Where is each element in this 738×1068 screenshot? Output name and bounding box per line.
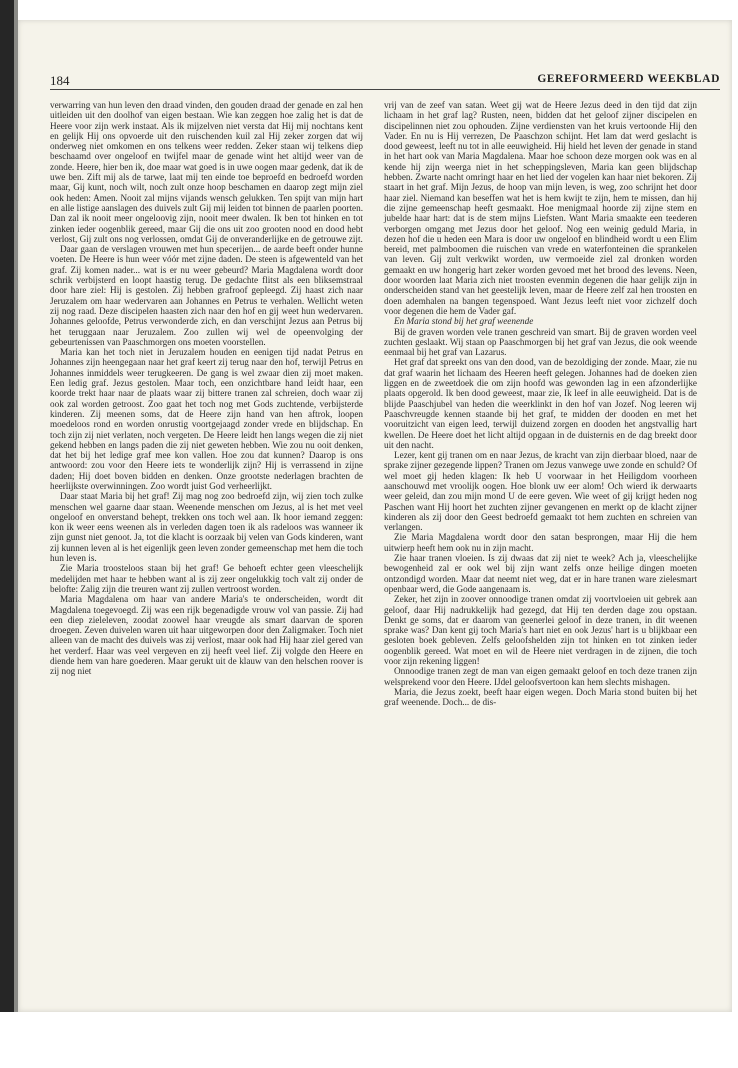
paragraph: Daar staat Maria bij het graf! Zij mag nog zoo bedroefd zijn, wij zien toch zulke menschen wel gaarne daar staan. Weenende menschen om Jezus, al is het met veel ongeloof en onverstand behept, trekken ons toch wel aan. Ik hoor iemand zeggen: kon ik weer eens weenen als in verleden dagen toen ik als radeloos was wanneer ik zijn gunst niet genoot. Ja, tot die klacht is oorzaak bij velen van Gods kinderen, want zij kunnen leven al is het eigenlijk geen leven zonder gemeenschap met hem die toch hun leven is.	[50, 491, 363, 564]
scan-border-bottom	[0, 1012, 738, 1068]
paragraph: Maria, die Jezus zoekt, beeft haar eigen wegen. Doch Maria stond buiten bij het graf weenende. Doch... de dis-	[384, 686, 697, 708]
paragraph: Zie Maria Magdalena wordt door den satan besprongen, maar Hij die hem uitwierp heeft hem ook nu in zijn macht.	[384, 532, 697, 553]
text-column-left	[50, 100, 363, 677]
paragraph: Bij de graven worden vele tranen geschreid van smart. Bij de graven worden veel zuchten geslaakt. Wij staan op Paaschmorgen bij het graf van Jezus, die ook weende eenmaal bij het graf van Lazarus.	[384, 326, 697, 358]
section-subheading: En Maria stond bij het graf weenende	[394, 316, 534, 327]
running-head: GEREFORMEERD WEEKBLAD	[537, 73, 720, 85]
page-number: 184	[50, 73, 70, 88]
paragraph: Lezer, kent gij tranen om en naar Jezus, de kracht van zijn dierbaar bloed, naar de sprake zijner gezegende lippen? Tranen om Jezus vanwege uwe zonde en schuld? Of wel moet gij heden klagen: Ik heb U voorwaar in het Heiligdom voorheen aanschouwd met vroolijk oogen. Hoe blonk uw eer alom! Och wierd ik derwaarts weer geleid, dan zou mijn mond U de eere geven. Wie weet of gij krijgt heden nog Paschen want Hij hoort het zuchten zijner gevangenen en merkt op de klacht zijner kinderen als zij door den Geest bedroefd gemaakt tot hem zuchten en schreien van verlangen.	[384, 450, 697, 533]
paragraph: Maria kan het toch niet in Jeruzalem houden en eenigen tijd nadat Petrus en Johannes zijn heengegaan naar het graf keert zij terug naar den hof, terwijl Petrus en Johannes inmiddels weer terugkeeren. De gang is wel zwaar dien zij moet maken. Een ledig graf. Jezus gestolen. Maar toch, een onzichtbare hand leidt haar, een koorde trekt haar naar de plaats waar zij bittere tranen zal schreien, doch waar zij ook zal worden getroost. Zoo gaat het toch nog met Gods zuchtende, verbijsterde kinderen. Zij meenen soms, dat de Heere zijn hand van hen aftrok, loopen moedeloos rond en worden onrustig voortgejaagd zonder vrede en blijdschap. En toch zijn zij niet verlaten, noch vergeten. De Heere leidt hen langs wegen die zij niet gekend hebben en langs paden die zij niet geweten hebben. Wie zou nu ooit denken, dat het bij het ledige graf mee kon vallen. Hoe zou dat kunnen? Daarop is ons antwoord: zou voor den Heere iets te wonderlijk zijn? Hij is verrassend in zijne daden; Hij doet boven bidden en denken. Onze grootste nederlagen brachten de heerlijkste overwinningen. Zoo wordt juist God verheerlijkt.	[50, 347, 363, 491]
text-column-right	[384, 100, 697, 708]
scan-border-left	[0, 0, 14, 1068]
paragraph: vrij van de zeef van satan. Weet gij wat de Heere Jezus deed in den tijd dat zijn lichaam in het graf lag? Rusten, neen, bidden dat het geloof zijner discipelen en discipelinnen niet zou ophouden. Zijne verdiensten van het kruis vertoonde Hij den Vader. En nu is Hij verrezen, De Paaschzon schijnt. Het lam dat werd geslacht is dood geweest, leeft nu tot in alle eeuwigheid. Hij hield het leven der genade in stand in het hart ook van Maria Magdalena. Maar hoe schoon deze morgen ook was en al kende hij zijn weerga niet in het scheppingsleven, Maria kan geen blijdschap hebben. Zwarte nacht omringt haar en het lied der vogelen kan haar niet bekoren. Zij staart in het graf. Mijn Jezus, de hoop van mijn leven, is weg, zoo schrijnt het door haar ziel. Niemand kan beseffen wat het is hem kwijt te zijn, hem te missen, dan hij die zijne gemeenschap heeft gesmaakt. Hoe menigmaal hoorde zij zijne stem en jubelde haar hart: dat is de stem mijns Liefsten. Want Maria smaakte een teederen verborgen omgang met Jezus door het geloof. Nog een weinig geduld Maria, in dezen hof die u heden een Mara is door uw ongeloof en blindheid wordt u een Elim bereid, met palmboomen die ruischen van vrede en waterfonteinen die sprankelen van leven. Gij zult verkwikt worden, uw vermoeide ziel zal dronken worden gemaakt en uw hongerig hart zeker worden gevoed met het brood des levens. Neen, door woorden laat Maria zich niet troosten evenmin degenen die haar gelijk zijn in onderscheiden stand van het geestelijk leven, maar de Heere zelf zal hen troosten en doen ademhalen na bangen tegenspoed. Want Jezus leeft niet voor zichzelf doch voor degenen die hem de Vader gaf.	[384, 100, 697, 316]
header-rule	[50, 89, 720, 90]
paragraph: Onnoodige tranen zegt de man van eigen gemaakt geloof en toch deze tranen zijn welsprekend voor den Heere. IJdel geloofsvertoon kan hem slechts mishagen.	[384, 666, 697, 687]
paragraph: Zie haar tranen vloeien. Is zij dwaas dat zij niet te week? Ach ja, vleeschelijke bewogenheid zal er ook wel bij zijn want zelfs onze heilige dingen moeten ontzondigd worden. Maar dat neemt niet weg, dat er in hare tranen ware zielesmart openbaar werd, die Gode aangenaam is.	[384, 553, 697, 594]
paragraph: Daar gaan de verslagen vrouwen met hun specerijen... de aarde beeft onder hunne voeten. De Heere is hun weer vóór met zijne daden. De steen is afgewenteld van het graf. Zij komen nader... wat is er nu weer gebeurd? Maria Magdalena wordt door schrik verbijsterd en loopt haastig terug. De gedachte flitst als een bliksemstraal door hare ziel: Hij is gestolen. Zij hebben grafroof gepleegd. Zij haast zich naar Jeruzalem om haar wedervaren aan Johannes en Petrus te verhalen. Wellicht weten zij nog raad. Deze discipelen haasten zich naar den hof en gij weet hun wedervaren. Johannes geloofde, Petrus verwonderde zich, en dan verschijnt Jezus aan Petrus bij het teruggaan naar Jeruzalem. Zoo zullen wij wel de opeenvolging der gebeurtenissen van Paaschmorgen ons moeten voorstellen.	[50, 244, 363, 347]
paragraph: verwarring van hun leven den draad vinden, den gouden draad der genade en zal hen uitleiden uit den doolhof van eigen bestaan. Wie kan zeggen hoe zalig het is dat de Heere voor zijn werk instaat. Als ik mijzelven niet versta dat Hij mij nochtans kent en gelijk Hij ons opvoerde uit den ruischenden kuil zal Hij zeker zorgen dat wij onderweg niet omkomen en ons telkens weer redden. Zeker staan wij telkens diep beschaamd over ongeloof en twijfel maar de genade wint het altijd weer van de zonde. Heere, hier ben ik, doe maar wat goed is in uwe oogen maar gedenk, dat ik de uwe ben. Zift mij als de tarwe, laat mij ten einde toe beproefd en bedroefd worden maar, Gij kunt, noch wilt, noch zult onze hoop beschamen en daarop zegt mijn ziel ook heden: Amen. Nooit zal mijns vijands wensch gelukken. Ten spijt van mijn hart en alle listige aanslagen des duivels zult Gij mij leiden tot binnen de paarlen poorten. Dan zal ik nooit meer ongeloovig zijn, nooit meer dwalen. Ik ben tot hinken en tot zinken ieder oogenblik gereed, maar Gij die ons uit zoo grooten nood en dood hebt verlost, Gij zult ons nog verlossen, omdat Gij de onveranderlijke en de getrouwe zijt.	[50, 100, 363, 244]
paragraph: Maria Magdalena om haar van andere Maria's te onderscheiden, wordt dit Magdalena toegevoegd. Zij was een rijk begenadigde vrouw vol van passie. Zij had een diep zieleleven, zoodat zoowel haar vreugde als smart daarvan de sporen droegen. Zeven duivelen waren uit haar uitgeworpen door den Zaligmaker. Toch niet alleen van de macht des duivels was zij verlost, maar ook had Hij haar ziel gered van het verderf. Haar was veel vergeven en zij heeft veel lief. Zij volgde den Heere en diende hem van hare goederen. Maar gerukt uit de klauw van den helschen roover is zij nog niet	[50, 594, 363, 677]
paragraph: Zie Maria troosteloos staan bij het graf! Ge behoeft echter geen vleeschelijk medelijden met haar te hebben want al is zij zeer ongelukkig toch valt zij onder de belofte: Zalig zijn die treuren want zij zullen vertroost worden.	[50, 563, 363, 594]
paragraph: Zeker, het zijn in zoover onnoodige tranen omdat zij voortvloeien uit gebrek aan geloof, daar Hij nadrukkelijk had gezegd, dat Hij ten derden dage zou opstaan. Denkt ge soms, dat er daarom van geenerlei geloof in deze tranen, in dit weenen sprake was? Dan kent gij toch Maria's hart niet en ook Jezus' hart is u blijkbaar een gesloten boek gebleven. Zelfs geloofshelden zijn tot hinken en tot zinken ieder oogenblik gereed. Wat moet en wil de Heere niet verdragen in de zijnen, die toch voor zijn rekening liggen!	[384, 594, 697, 667]
paragraph: Het graf dat spreekt ons van den dood, van de bezoldiging der zonde. Maar, zie nu dat graf waarin het lichaam des Heeren heeft gelegen. Johannes had de doeken zien liggen en de zweetdoek die om zijn hoofd was gewonden lag in een afzonderlijke plaats opgerold. Ik ben dood geweest, maar zie, Ik leef in alle eeuwigheid. Dat is de blijde Paaschjubel van heden die weerklinkt in den hof van Jozef. Nog leeren wij Paaschvreugde kennen staande bij het graf, te midden der dooden en met het vooruitzicht van eigen leed, terwijl duizend zorgen en dooden het angstvallig hart kwellen. De Heere doet het licht altijd opgaan in de duisternis en de dag breekt door uit den nacht.	[384, 357, 697, 450]
